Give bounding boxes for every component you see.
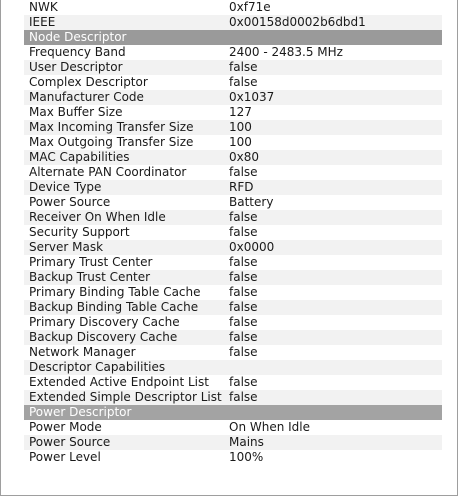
property-value: 0x1037 [229, 90, 275, 104]
table-row [24, 60, 442, 75]
table-row [24, 360, 442, 375]
table-row [24, 450, 442, 465]
property-value: 100% [229, 450, 264, 464]
table-row [24, 120, 442, 135]
properties-table [24, 0, 442, 465]
property-label: Network Manager [29, 345, 136, 359]
property-label: Max Incoming Transfer Size [29, 120, 194, 134]
table-row [24, 240, 442, 255]
table-row [24, 195, 442, 210]
table-row [24, 435, 442, 450]
property-label: Complex Descriptor [29, 75, 148, 89]
table-row [24, 105, 442, 120]
property-label: IEEE [29, 15, 56, 29]
table-row [24, 285, 442, 300]
table-row [24, 315, 442, 330]
property-label: Primary Trust Center [29, 255, 153, 269]
property-value: false [229, 60, 258, 74]
property-label: Extended Active Endpoint List [29, 375, 209, 389]
property-value: 0x80 [229, 150, 260, 164]
property-value: 0xf71e [229, 0, 271, 14]
property-label: Alternate PAN Coordinator [29, 165, 187, 179]
table-row [24, 0, 442, 15]
property-value: false [229, 390, 258, 404]
property-value: 2400 - 2483.5 MHz [229, 45, 343, 59]
table-row [24, 420, 442, 435]
property-value: false [229, 255, 258, 269]
table-row [24, 225, 442, 240]
property-value: false [229, 225, 258, 239]
table-row [24, 375, 442, 390]
table-row [24, 390, 442, 405]
property-value: false [229, 345, 258, 359]
property-label: MAC Capabilities [29, 150, 130, 164]
property-value: false [229, 330, 258, 344]
table-row [24, 15, 442, 30]
property-value: RFD [229, 180, 254, 194]
section-header-node-descriptor: Node Descriptor [24, 30, 442, 45]
property-value: false [229, 375, 258, 389]
table-row [24, 270, 442, 285]
property-label: Manufacturer Code [29, 90, 144, 104]
property-value: 127 [229, 105, 252, 119]
property-label: Max Buffer Size [29, 105, 123, 119]
property-value: false [229, 75, 258, 89]
property-label: Receiver On When Idle [29, 210, 166, 224]
table-row [24, 255, 442, 270]
property-value: 100 [229, 120, 252, 134]
table-row [24, 150, 442, 165]
property-label: Power Mode [29, 420, 102, 434]
table-row [24, 90, 442, 105]
property-value: false [229, 285, 258, 299]
table-row [24, 180, 442, 195]
table-row [24, 210, 442, 225]
property-label: Primary Discovery Cache [29, 315, 180, 329]
property-value: Battery [229, 195, 274, 209]
property-value: false [229, 300, 258, 314]
property-label: NWK [29, 0, 58, 14]
property-label: Server Mask [29, 240, 104, 254]
property-value: false [229, 315, 258, 329]
property-label: Backup Binding Table Cache [29, 300, 199, 314]
property-value: 100 [229, 135, 252, 149]
table-row [24, 75, 442, 90]
property-value: On When Idle [229, 420, 311, 434]
property-label: Power Source [29, 435, 111, 449]
property-label: Power Source [29, 195, 111, 209]
property-value: false [229, 165, 258, 179]
property-value: false [229, 270, 258, 284]
property-label: Backup Trust Center [29, 270, 151, 284]
section-header-power-descriptor: Power Descriptor [24, 405, 442, 420]
property-label: Power Level [29, 450, 101, 464]
table-row [24, 165, 442, 180]
property-label: Primary Binding Table Cache [29, 285, 201, 299]
property-label: Device Type [29, 180, 102, 194]
property-value: 0x0000 [229, 240, 275, 254]
property-label: Descriptor Capabilities [29, 360, 166, 374]
power-descriptor-rows [24, 420, 442, 465]
table-row [24, 330, 442, 345]
property-label: User Descriptor [29, 60, 123, 74]
property-label: Backup Discovery Cache [29, 330, 178, 344]
table-row [24, 345, 442, 360]
property-value: false [229, 210, 258, 224]
property-value: 0x00158d0002b6dbd1 [229, 15, 366, 29]
property-label: Extended Simple Descriptor List [29, 390, 222, 404]
table-row [24, 300, 442, 315]
property-value: Mains [229, 435, 264, 449]
property-label: Max Outgoing Transfer Size [29, 135, 194, 149]
table-row [24, 45, 442, 60]
property-label: Security Support [29, 225, 130, 239]
property-label: Frequency Band [29, 45, 126, 59]
node-descriptor-rows [24, 45, 442, 405]
table-row [24, 135, 442, 150]
